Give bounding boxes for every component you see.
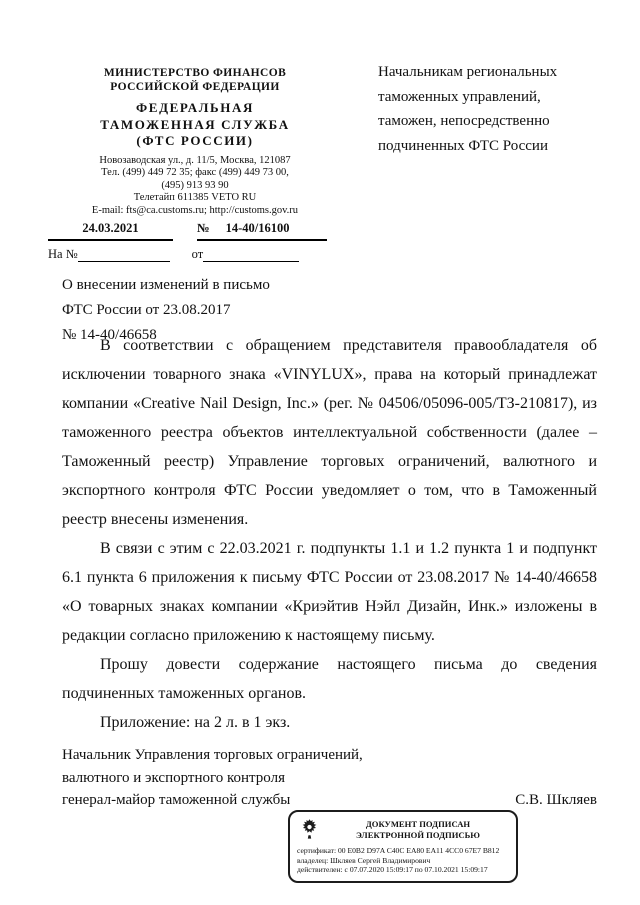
signer-position-line-2: валютного и экспортного контроля bbox=[62, 769, 285, 786]
letter-date: 24.03.2021 bbox=[48, 221, 173, 241]
eagle-emblem-icon bbox=[297, 817, 322, 842]
subject-line-2: ФТС России от 23.08.2017 bbox=[62, 302, 231, 318]
addressee-line-2: таможенных управлений, bbox=[378, 88, 541, 105]
phone-line-2: (495) 913 93 90 bbox=[161, 179, 229, 191]
letter-number: 14-40/16100 bbox=[225, 221, 290, 235]
letter-number-cell bbox=[197, 221, 327, 241]
reference-row bbox=[30, 221, 360, 241]
letterhead bbox=[30, 66, 360, 348]
addressee-block bbox=[378, 60, 618, 158]
digital-signature-stamp bbox=[288, 810, 518, 883]
reply-reference-row bbox=[30, 247, 360, 262]
postal-address: Новозаводская ул., д. 11/5, Москва, 121087 bbox=[99, 154, 291, 166]
agency-line-1: ФЕДЕРАЛЬНАЯ bbox=[136, 100, 254, 115]
agency-line-2: ТАМОЖЕННАЯ СЛУЖБА bbox=[100, 116, 290, 132]
ministry-line-1: МИНИСТЕРСТВО ФИНАНСОВ bbox=[103, 67, 287, 79]
stamp-certificate: сертификат: 00 E0B2 D97A C40C EA80 EA11 4CC0 67E7 B812 bbox=[297, 846, 500, 855]
body-paragraph-2: В связи с этим с 22.03.2021 г. подпункты 1.1 и 1.2 пункта 1 и подпункт 6.1 пункта 6 приложения к письму ФТС России от 23.08.2017 № 14-40/46658 «О товарных знаках компании «Криэйтив Нэйл Дизайн, Инк.» изложены в редакции согласно приложению к настоящему письму. bbox=[62, 540, 597, 644]
stamp-validity: действителен: с 07.07.2020 15:09:17 по 07.10.2021 15:09:17 bbox=[297, 865, 488, 875]
contact-block bbox=[30, 155, 360, 218]
body-paragraph-1: В соответствии с обращением представителя правообладателя об исключении товарного знака «VINYLUX», права на который принадлежат компании «Creative Nail Design, Inc.» (рег. № 04506/05096-005/ТЗ-210817), из таможенного реестра объектов интеллектуальной собственности (далее – Таможенный реестр) Управление торговых ограничений, валютного и экспортного контроля ФТС России уведомляет о том, что в Таможенный реестр внесены изменения. bbox=[62, 337, 597, 528]
number-sign: № bbox=[197, 221, 210, 235]
teletype-line: Телетайп 611385 VETO RU bbox=[133, 192, 257, 203]
stamp-owner: владелец: Шкляев Сергей Владимирович bbox=[297, 855, 431, 865]
attachment-note: Приложение: на 2 л. в 1 экз. bbox=[100, 714, 291, 731]
signer-name: С.В. Шкляев bbox=[515, 792, 597, 808]
subject-line-3: № 14-40/46658 bbox=[62, 327, 157, 343]
reply-from-label: от bbox=[191, 247, 204, 261]
body-paragraph-3: Прошу довести содержание настоящего письма до сведения подчиненных таможенных органов. bbox=[62, 656, 597, 702]
ministry-line-2: РОССИЙСКОЙ ФЕДЕРАЦИИ bbox=[110, 81, 280, 93]
reply-to-label: На № bbox=[48, 247, 78, 261]
signer-position-line-3: генерал-майор таможенной службы bbox=[62, 792, 291, 808]
signature-block bbox=[62, 744, 597, 812]
signer-position bbox=[62, 744, 363, 812]
signer-position-line-1: Начальник Управления торговых ограничений, bbox=[62, 747, 363, 763]
addressee-line-4: подчиненных ФТС России bbox=[378, 137, 548, 154]
stamp-header bbox=[297, 817, 509, 842]
addressee-line-1: Начальникам региональных bbox=[378, 64, 558, 80]
reply-date-blank bbox=[203, 248, 299, 262]
agency-line-3: (ФТС РОССИИ) bbox=[136, 133, 254, 148]
email-line: E-mail: fts@ca.customs.ru; http://customs.gov.ru bbox=[91, 204, 299, 216]
ministry-name bbox=[30, 66, 360, 94]
subject-line-1: О внесении изменений в письмо bbox=[62, 277, 270, 293]
addressee-line-3: таможен, непосредственно bbox=[378, 113, 550, 129]
phone-line-1: Тел. (499) 449 72 35; факс (499) 449 73 00, bbox=[101, 167, 289, 178]
letter-body bbox=[62, 331, 597, 737]
agency-name bbox=[30, 100, 360, 150]
reply-number-blank bbox=[78, 248, 170, 262]
stamp-title: ДОКУМЕНТ ПОДПИСАН ЭЛЕКТРОННОЙ ПОДПИСЬЮ bbox=[356, 818, 480, 840]
stamp-details bbox=[297, 846, 509, 875]
